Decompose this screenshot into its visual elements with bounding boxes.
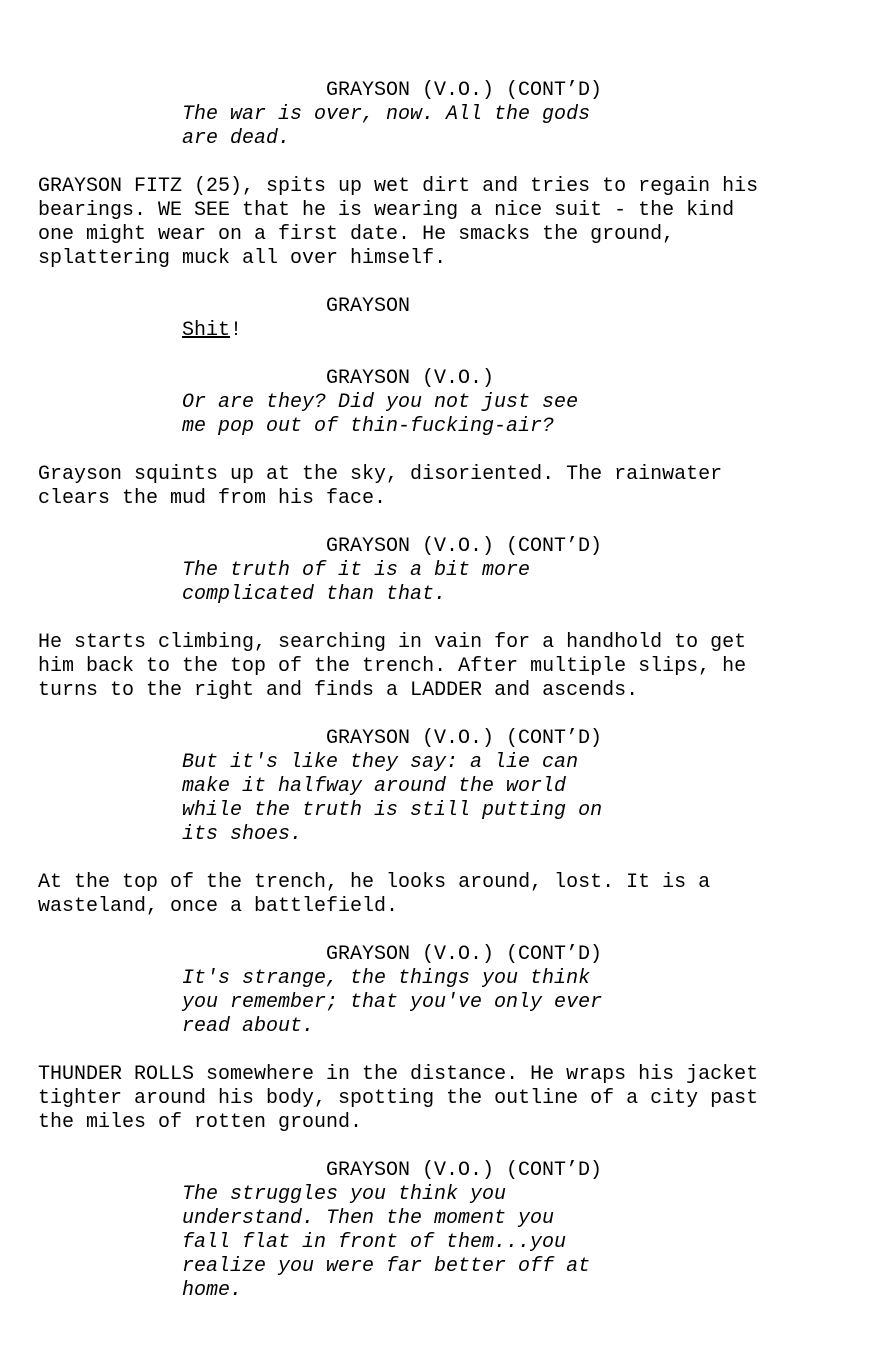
- dialogue-line: are dead.: [182, 127, 291, 150]
- dialogue-line: read about.: [182, 1015, 315, 1038]
- dialogue-line: complicated than that.: [182, 583, 447, 606]
- dialogue-line: But it's like they say: a lie can: [182, 751, 579, 774]
- dialogue-line: understand. Then the moment you: [182, 1207, 555, 1230]
- dialogue-line: The struggles you think you: [182, 1183, 507, 1206]
- action-line: clears the mud from his face.: [38, 487, 387, 510]
- dialogue-line: It's strange, the things you think: [182, 967, 591, 990]
- action-line: wasteland, once a battlefield.: [38, 895, 399, 918]
- action-line: Grayson squints up at the sky, disoriented. The rainwater: [38, 463, 723, 486]
- underlined-word: Shit: [182, 319, 231, 342]
- dialogue-line: [182, 319, 242, 343]
- character-cue: GRAYSON (V.O.) (CONT’D): [326, 943, 603, 966]
- action-line: At the top of the trench, he looks around, lost. It is a: [38, 871, 711, 894]
- dialogue-line: me pop out of thin-fucking-air?: [182, 415, 555, 438]
- dialogue-line: you remember; that you've only ever: [182, 991, 603, 1014]
- dialogue-line: realize you were far better off at: [182, 1255, 591, 1278]
- action-line: turns to the right and finds a LADDER and ascends.: [38, 679, 639, 702]
- dialogue-line: its shoes.: [182, 823, 303, 846]
- action-line: him back to the top of the trench. After multiple slips, he: [38, 655, 747, 678]
- dialogue-line: Or are they? Did you not just see: [182, 391, 579, 414]
- dialogue-line: The truth of it is a bit more: [182, 559, 531, 582]
- action-line: one might wear on a first date. He smacks the ground,: [38, 223, 675, 246]
- character-cue: GRAYSON (V.O.) (CONT’D): [326, 727, 603, 750]
- action-line: THUNDER ROLLS somewhere in the distance. He wraps his jacket: [38, 1063, 759, 1086]
- dialogue-line: while the truth is still putting on: [182, 799, 603, 822]
- action-line: He starts climbing, searching in vain for a handhold to get: [38, 631, 747, 654]
- action-line: tighter around his body, spotting the outline of a city past: [38, 1087, 759, 1110]
- character-cue: GRAYSON: [326, 295, 411, 318]
- dialogue-line: home.: [182, 1279, 243, 1302]
- action-line: splattering muck all over himself.: [38, 247, 447, 270]
- dialogue-line: fall flat in front of them...you: [182, 1231, 567, 1254]
- character-cue: GRAYSON (V.O.) (CONT’D): [326, 535, 603, 558]
- character-cue: GRAYSON (V.O.) (CONT’D): [326, 1159, 603, 1182]
- action-line: the miles of rotten ground.: [38, 1111, 363, 1134]
- character-cue: GRAYSON (V.O.): [326, 367, 495, 390]
- dialogue-line: The war is over, now. All the gods: [182, 103, 591, 126]
- character-cue: GRAYSON (V.O.) (CONT’D): [326, 79, 603, 102]
- dialogue-line: make it halfway around the world: [182, 775, 567, 798]
- dialogue-punctuation: !: [230, 319, 243, 342]
- action-line: GRAYSON FITZ (25), spits up wet dirt and tries to regain his: [38, 175, 759, 198]
- action-line: bearings. WE SEE that he is wearing a nice suit - the kind: [38, 199, 735, 222]
